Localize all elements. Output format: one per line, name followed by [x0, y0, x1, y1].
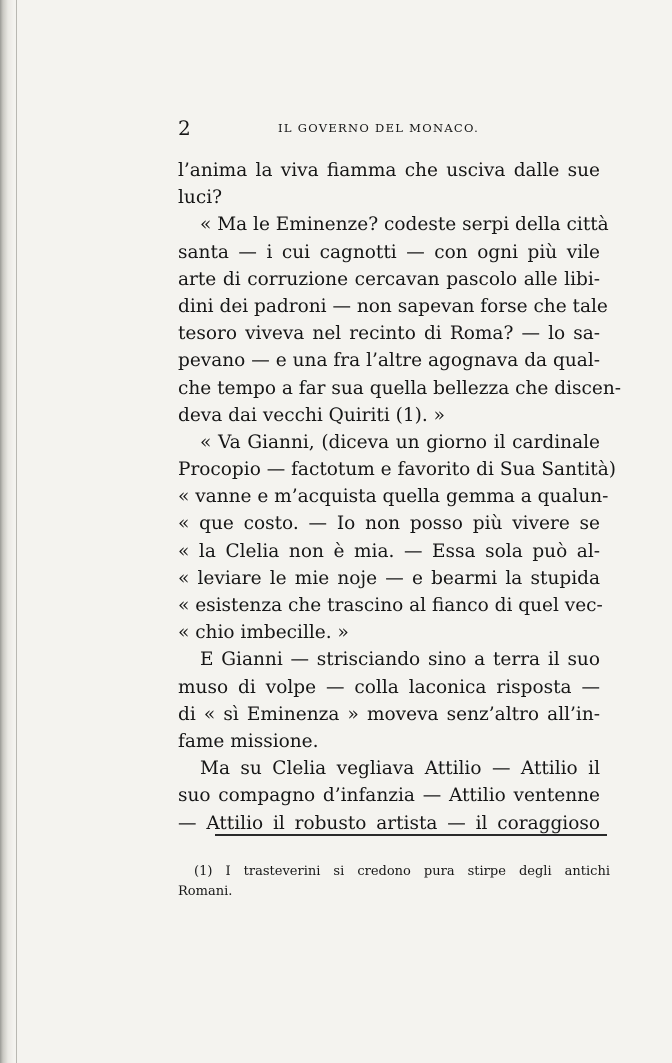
text-line: « vanne e m’acquista quella gemma a qualun-	[178, 486, 609, 508]
text-line: E Gianni — strisciando sino a terra il suo	[200, 649, 600, 671]
text-line: pevano — e una fra l’altre agognava da qual-	[178, 350, 600, 372]
text-line: « leviare le mie noje — e bearmi la stupida	[178, 567, 600, 589]
page-number: 2	[178, 116, 191, 140]
text-line: « esistenza che trascino al fianco di quel vec-	[178, 595, 603, 616]
text-line: — Attilio il robusto artista — il coraggioso	[178, 812, 600, 834]
footnote	[178, 862, 610, 902]
text-line: tesoro viveva nel recinto di Roma? — lo sa-	[178, 323, 600, 345]
text-line: deva dai vecchi Quiriti (1). »	[178, 404, 445, 426]
text-line: santa — i cui cagnotti — con ogni più vile	[178, 241, 600, 263]
page-edge-shadow	[0, 0, 14, 1063]
text-line: dini dei padroni — non sapevan forse che tale	[178, 295, 608, 317]
footnote-rule	[215, 834, 607, 836]
running-title: IL GOVERNO DEL MONACO.	[278, 121, 480, 135]
text-line: Ma su Clelia vegliava Attilio — Attilio il	[200, 758, 600, 780]
text-line: luci?	[178, 187, 223, 209]
text-line: arte di corruzione cercavan pascolo alle libi-	[178, 268, 600, 290]
text-line: l’anima la viva fiamma che usciva dalle sue	[178, 160, 600, 181]
text-line: muso di volpe — colla laconica risposta —	[178, 676, 600, 698]
text-line: « Ma le Eminenze? codeste serpi della città	[200, 214, 609, 236]
text-line: fame missione.	[178, 730, 319, 752]
page-edge-line	[16, 0, 17, 1063]
body-text	[178, 157, 621, 837]
text-line: suo compagno d’infanzia — Attilio ventenne	[178, 785, 600, 807]
text-line: di « sì Eminenza » moveva senz’altro all’in-	[178, 703, 600, 725]
text-line: « que costo. — Io non posso più vivere se	[178, 513, 600, 535]
text-line: « Va Gianni, (diceva un giorno il cardinale	[200, 431, 600, 453]
text-line: Procopio — factotum e favorito di Sua Santità)	[178, 459, 616, 481]
text-line: « chio imbecille. »	[178, 622, 349, 644]
footnote-line: Romani.	[178, 884, 233, 899]
page-header	[178, 117, 490, 141]
text-line: che tempo a far sua quella bellezza che discen-	[178, 377, 621, 399]
footnote-line: (1) I trasteverini si credono pura stirpe degli antichi	[194, 864, 610, 879]
text-line: « la Clelia non è mia. — Essa sola può al-	[178, 540, 600, 562]
